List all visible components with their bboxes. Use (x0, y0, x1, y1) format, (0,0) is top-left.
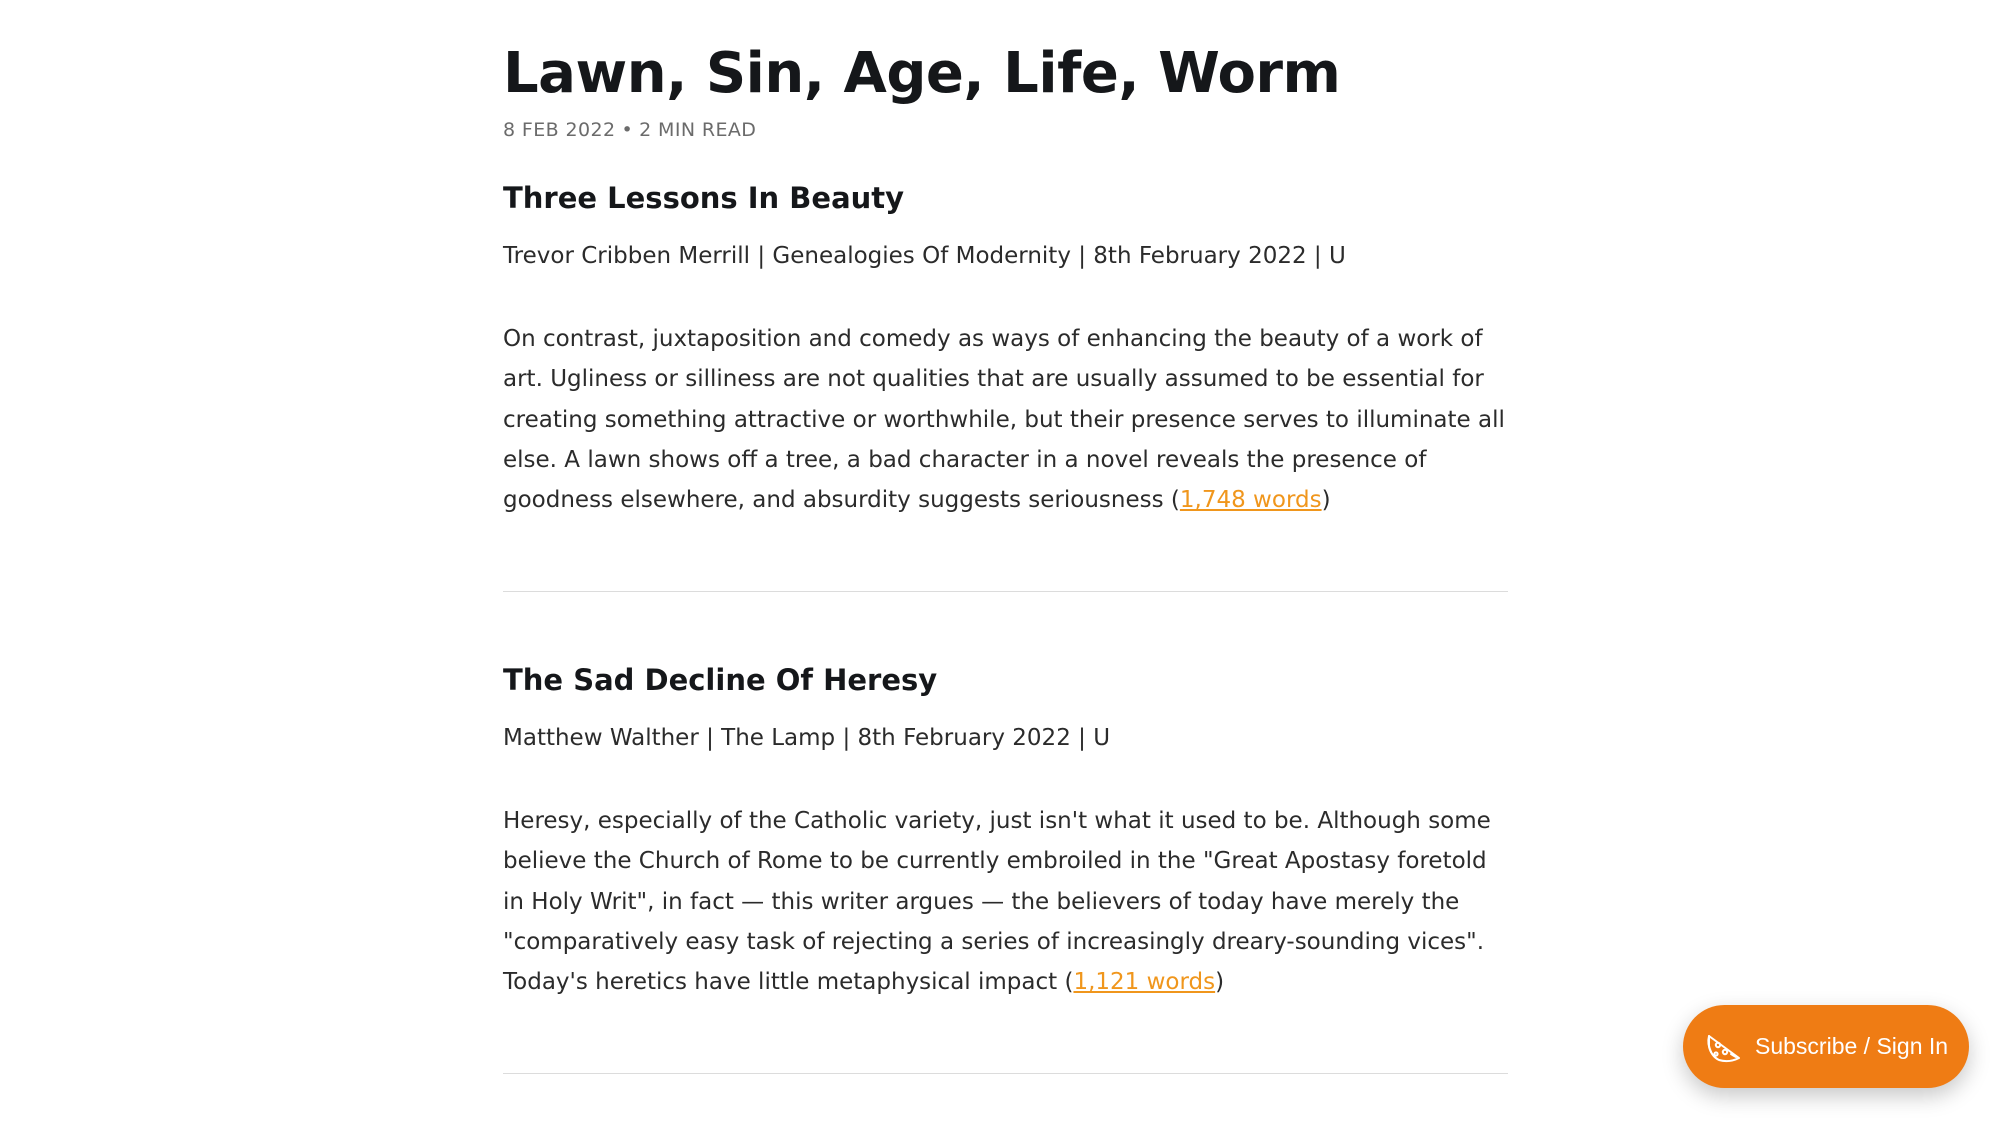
article (503, 0, 1508, 996)
list-item (503, 660, 1508, 1025)
summary-text: Heresy, especially of the Catholic variety, just isn't what it used to be. Although some believe the Church of Rome to be currently embroiled in the "Great Apostasy foretold in Holy Writ", in fact — this writer argues — the believers of today have merely the "comparatively easy task of rejecting a series of increasingly dreary-sounding vices". Today's heretics have little metaphysical impact ( (503, 808, 1491, 996)
subscribe-sign-in-button[interactable] (1683, 1005, 1969, 1088)
post-date: 8 FEB 2022 (503, 119, 616, 141)
word-count-link[interactable]: 1,748 words (1179, 487, 1322, 514)
entry-title: Three Lessons In Beauty (503, 181, 905, 215)
read-time: 2 MIN READ (639, 119, 757, 141)
entry-summary (503, 319, 1508, 520)
divider (503, 1073, 1508, 1074)
meta-separator: • (621, 119, 634, 141)
page-title: Lawn, Sin, Age, Life, Worm (503, 41, 1341, 106)
entry-byline: Matthew Walther | The Lamp | 8th February 2022 | U (503, 725, 1111, 751)
list-item (503, 178, 1508, 543)
entry-summary (503, 801, 1508, 1002)
word-count-link[interactable]: 1,121 words (1073, 969, 1216, 996)
summary-end: ) (1215, 969, 1225, 996)
pizza-slice-icon (1705, 1030, 1743, 1064)
summary-text: On contrast, juxtaposition and comedy as ways of enhancing the beauty of a work of art. Ugliness or silliness are not qualities that are usually assumed to be essential for creating something attractive or worthwhile, but their presence serves to illuminate all else. A lawn shows off a tree, a bad character in a novel reveals the presence of goodness elsewhere, and absurdity suggests seriousness ( (503, 326, 1505, 514)
post-meta (503, 116, 1508, 144)
entry-title: The Sad Decline Of Heresy (503, 663, 938, 697)
divider (503, 591, 1508, 592)
entry-byline: Trevor Cribben Merrill | Genealogies Of Modernity | 8th February 2022 | U (503, 243, 1346, 269)
subscribe-sign-in-label: Subscribe / Sign In (1755, 1033, 1949, 1059)
summary-end: ) (1321, 487, 1331, 514)
